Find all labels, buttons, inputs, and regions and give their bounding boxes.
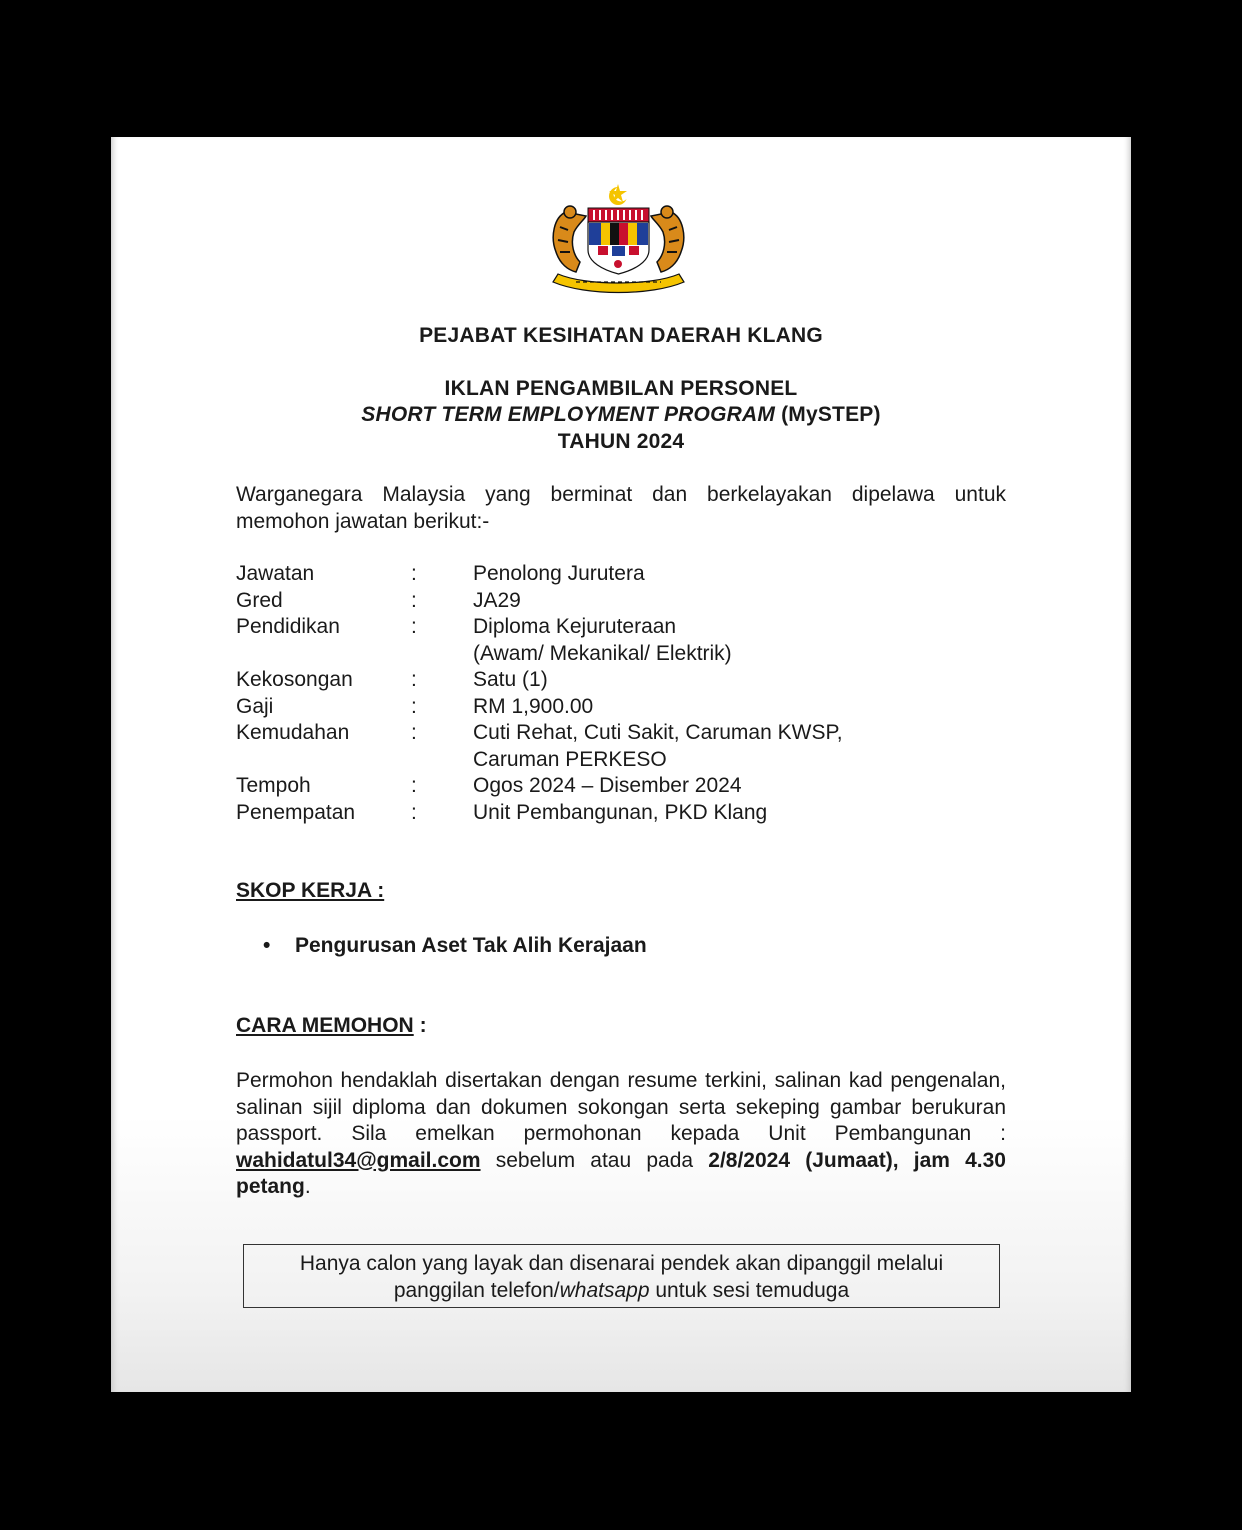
document-page bbox=[111, 137, 1131, 1392]
notice-line-1: Hanya calon yang layak dan disenarai pendek akan dipanggil melalui bbox=[299, 1252, 944, 1275]
detail-separator: : bbox=[411, 694, 417, 718]
detail-value bbox=[473, 720, 1006, 773]
detail-value-line: (Awam/ Mekanikal/ Elektrik) bbox=[473, 641, 732, 665]
detail-value: Penolong Jurutera bbox=[473, 562, 645, 585]
apply-heading bbox=[236, 1014, 427, 1038]
job-details-table bbox=[236, 561, 1006, 826]
detail-value: Satu (1) bbox=[473, 668, 548, 691]
apply-text-end: . bbox=[304, 1175, 311, 1198]
detail-row-gaji bbox=[236, 694, 1006, 721]
detail-row-kemudahan bbox=[236, 720, 1006, 773]
notice-text-italic: whatsapp bbox=[559, 1279, 650, 1302]
detail-row-tempoh bbox=[236, 773, 1006, 800]
detail-label: Jawatan bbox=[236, 562, 315, 585]
detail-value-line: Diploma Kejuruteraan bbox=[473, 615, 677, 638]
detail-value: Unit Pembangunan, PKD Klang bbox=[473, 800, 768, 824]
detail-value-line: Cuti Rehat, Cuti Sakit, Caruman KWSP, bbox=[473, 721, 843, 744]
program-title-italic: SHORT TERM EMPLOYMENT PROGRAM bbox=[361, 403, 776, 426]
detail-value bbox=[473, 614, 1006, 667]
detail-separator: : bbox=[411, 562, 417, 585]
year-title: TAHUN 2024 bbox=[557, 430, 685, 453]
apply-text-before: Permohon hendaklah disertakan dengan resume terkini, salinan kad pengenalan, salinan sijil diploma dan dokumen sokongan serta sekeping gambar berukuran passport. Sila emelkan permohonan kepada Unit Pembangunan : bbox=[236, 1069, 1006, 1145]
coat-of-arms-emblem bbox=[546, 182, 691, 300]
detail-value: Ogos 2024 – Disember 2024 bbox=[473, 774, 742, 797]
bullet-icon: • bbox=[263, 934, 271, 957]
detail-separator: : bbox=[411, 774, 417, 797]
detail-label: Kemudahan bbox=[236, 721, 350, 744]
detail-label: Tempoh bbox=[236, 774, 311, 797]
program-title bbox=[111, 403, 1131, 427]
detail-value-line: Caruman PERKESO bbox=[473, 747, 667, 771]
detail-row-penempatan bbox=[236, 800, 1006, 827]
apply-heading-text: CARA MEMOHON bbox=[236, 1014, 414, 1037]
notice-line-2 bbox=[244, 1277, 999, 1304]
scope-item-text: Pengurusan Aset Tak Alih Kerajaan bbox=[295, 934, 647, 957]
shortlist-notice-box bbox=[243, 1244, 1000, 1308]
scope-list-item bbox=[263, 934, 647, 958]
detail-separator: : bbox=[411, 588, 417, 612]
scope-heading-text: SKOP KERJA : bbox=[236, 879, 385, 902]
detail-label: Gaji bbox=[236, 694, 274, 718]
intro-paragraph: Warganegara Malaysia yang berminat dan berkelayakan dipelawa untuk memohon jawatan berikut:- bbox=[236, 483, 1006, 533]
detail-row-gred bbox=[236, 588, 1006, 615]
detail-label: Gred bbox=[236, 588, 283, 612]
program-title-suffix: (MySTEP) bbox=[775, 403, 881, 426]
detail-row-jawatan bbox=[236, 561, 1006, 588]
email-link[interactable]: wahidatul34@gmail.com bbox=[236, 1148, 481, 1172]
apply-heading-colon: : bbox=[419, 1014, 427, 1037]
detail-separator: : bbox=[411, 668, 417, 691]
office-name: PEJABAT KESIHATAN DAERAH KLANG bbox=[419, 324, 823, 347]
apply-deadline: 2/8/2024 (Jumaat), jam 4.30 petang bbox=[236, 1148, 1006, 1198]
detail-separator: : bbox=[411, 615, 417, 638]
detail-separator: : bbox=[411, 721, 417, 744]
detail-value: RM 1,900.00 bbox=[473, 694, 594, 718]
detail-row-kekosongan bbox=[236, 667, 1006, 694]
notice-text-after: untuk sesi temuduga bbox=[649, 1279, 850, 1302]
ad-title: IKLAN PENGAMBILAN PERSONEL bbox=[444, 377, 798, 400]
notice-text-before: panggilan telefon/ bbox=[393, 1279, 560, 1302]
detail-value: JA29 bbox=[473, 588, 521, 612]
detail-row-pendidikan bbox=[236, 614, 1006, 667]
detail-label: Kekosongan bbox=[236, 668, 353, 691]
apply-text-middle: sebelum atau pada bbox=[480, 1148, 709, 1172]
scope-heading bbox=[236, 879, 384, 903]
detail-label: Penempatan bbox=[236, 800, 356, 824]
apply-instructions bbox=[236, 1068, 1006, 1201]
detail-label: Pendidikan bbox=[236, 615, 340, 638]
detail-separator: : bbox=[411, 800, 417, 824]
